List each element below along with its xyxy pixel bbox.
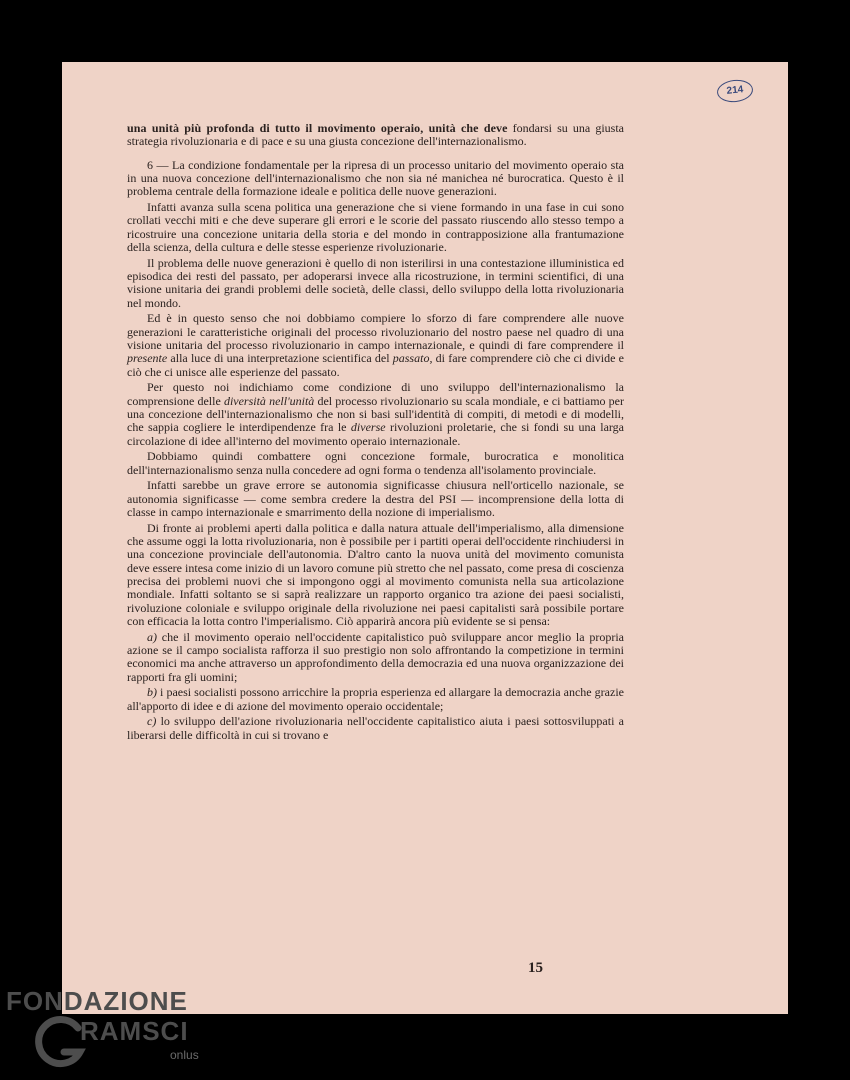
paragraph-lead: una unità più profonda di tutto il movimento operaio, unità che deve [127, 121, 508, 135]
list-marker: b) [147, 685, 157, 700]
list-marker: a) [147, 629, 157, 644]
paragraph-3: Infatti avanza sulla scena politica una generazione che si viene formando in una fase in cui sono crollati vecchi miti e che deve superare gli errori e le scorie del passato riuscendo allo stesso tempo a ricostruire una concezione unitaria della storia e del mondo in contrapposizione alla frantumazione della scienza, della cultura e delle stesse esperienze rivoluzionarie. [127, 199, 624, 254]
paragraph-9: Di fronte ai problemi aperti dalla politica e dalla natura attuale dell'imperialismo, alla dimensione che assume oggi la lotta rivoluzionaria, non è possibile per i partiti operai dell'occidente rinchiudersi in una concezione provinciale dell'autonomia. D'altro canto la nuova unità del movimento comunista deve essere intesa come inizio di un lavoro comune più stretto che nel passato, come presa di coscienza precisa dei problemi nuovi che si impongono oggi al movimento comunista nella sua articolazione mondiale. Infatti soltanto se si saprà realizzare un rapporto organico tra azione dei paesi socialisti, rivoluzione coloniale e sviluppo originale della rivoluzione nei paesi capitalisti sarà possibile portare con efficacia la lotta contro l'imperialismo. Ciò apparirà ancora più evidente se si pensa: [127, 520, 624, 628]
paragraph-text: alla luce di una interpretazione scientifica del [167, 351, 393, 366]
document-page [62, 62, 788, 1014]
paragraph-4: Il problema delle nuove generazioni è quello di non isterilirsi in una contestazione illuministica ed episodica dei resti del passato, per adoperarsi invece alla ricostruzione, in termini scientifici, di una visione unitaria dei grandi problemi delle società, delle classi, dello sviluppo della lotta rivoluzionaria nel mondo. [127, 255, 624, 310]
list-item-text: i paesi socialisti possono arricchire la propria esperienza ed allargare la democrazia anche grazie all'apporto di idee e di azione del movimento operaio occidentale; [127, 685, 624, 713]
italic-term: passato, [392, 351, 433, 366]
list-item-b [127, 686, 624, 713]
list-item-text: lo sviluppo dell'azione rivoluzionaria nell'occidente capitalistico aiuta i paesi sottosviluppati a liberarsi delle difficoltà in cui si trovano e [127, 714, 624, 742]
list-item-text: che il movimento operaio nell'occidente capitalistico può sviluppare ancor meglio la propria azione se il campo socialista rafforza il suo prestigio non solo affrontando la competizione in termini economici ma anche attraverso un approfondimento della democrazia ed una nuova organizzazione dei rapporti fra gli uomini; [127, 629, 624, 684]
italic-term: presente [127, 351, 168, 366]
list-marker: c) [147, 714, 157, 729]
archive-number-stamp: 214 [716, 78, 754, 104]
text-column [127, 122, 624, 745]
list-item-c [127, 715, 624, 742]
page-number: 15 [528, 960, 543, 976]
watermark-line-3: onlus [170, 1048, 199, 1062]
paragraph-8: Infatti sarebbe un grave errore se autonomia significasse chiusura nell'orticello nazionale, se autonomia significasse — come sembra credere la destra del PSI — incomprensione della lotta di classe in campo internazionale e smarrimento della nozione di imperialismo. [127, 478, 624, 520]
paragraph-text: rivoluzioni proletarie, che si fondi su una larga circolazione di idee all'interno del movimento operaio internazionale. [127, 420, 624, 448]
paragraph-text: del processo rivoluzionario su scala mondiale, e ci battiamo per una concezione dell'internazionalismo che non si basi sull'identità di compiti, di metodi e di modelli, che sappia cogliere le interdipendenze fra le [127, 393, 624, 435]
list-item-a [127, 631, 624, 684]
paragraph-text: di fare comprendere ciò che ci divide e ciò che ci unisce alle esperienze del passato. [127, 351, 624, 379]
paragraph-text: Per questo noi indichiamo come condizione di uno sviluppo dell'internazionalismo la comprensione delle [127, 380, 624, 408]
paragraph-1 [127, 122, 624, 149]
paragraph-text: Ed è in questo senso che noi dobbiamo compiere lo sforzo di fare comprendere alle nuove generazioni le caratteristiche originali del processo rivoluzionario del nostro paese nel quadro di una visione unitaria del processo rivoluzionario in campo internazionale, e quindi di fare comprendere il [127, 311, 624, 352]
foundation-watermark [6, 986, 236, 1076]
paragraph-7: Dobbiamo quindi combattere ogni concezione formale, burocratica e monolitica dell'internazionalismo senza nulla concedere ad ogni forma o tendenza all'isolamento provinciale. [127, 449, 624, 477]
paragraph-2: 6 — La condizione fondamentale per la ripresa di un processo unitario del movimento operaio sta in una nuova concezione dell'internazionalismo che non sia né manichea né burocratica. Questo è il problema centrale della formazione ideale e politica delle nuove generazioni. [127, 157, 624, 199]
paragraph-6 [127, 381, 624, 447]
watermark-line-2: RAMSCI [80, 1016, 189, 1046]
italic-term: diversità nell'unità [223, 393, 315, 408]
paragraph-5 [127, 312, 624, 378]
italic-term: diverse [350, 420, 386, 435]
paragraph-text: fondarsi su una giusta strategia rivoluzionaria e di pace e su una giusta concezione dell'internazionalismo. [127, 121, 624, 149]
watermark-line-1: FONDAZIONE [6, 986, 188, 1016]
